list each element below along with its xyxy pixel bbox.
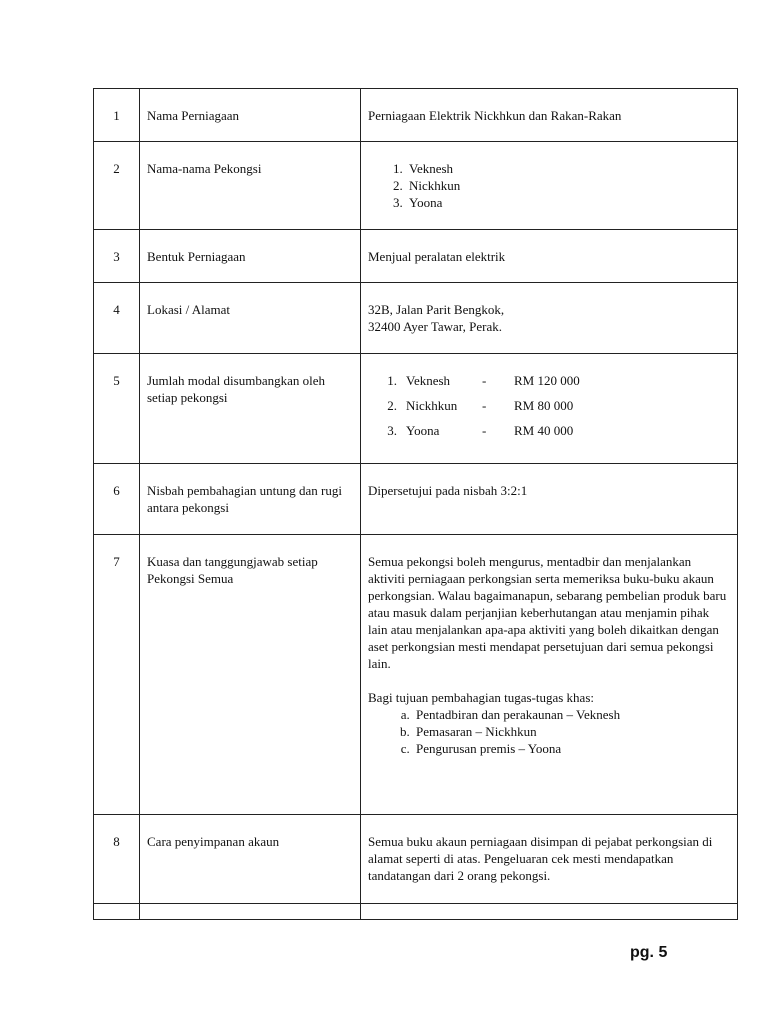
capital-item: 3. Yoona - RM 40 000 <box>387 423 574 438</box>
row-number: 4 <box>94 283 140 354</box>
table-row <box>94 89 738 142</box>
duties-intro: Bagi tujuan pembahagian tugas-tugas khas: <box>368 690 595 705</box>
row-label: Lokasi / Alamat <box>140 283 361 354</box>
row-value: Semua buku akaun perniagaan disimpan di pejabat perkongsian di alamat seperti di atas. Pengeluaran cek mesti mendapatkan tandatangan dari 2 orang pekongsi. <box>361 815 738 904</box>
address-line: 32400 Ayer Tawar, Perak. <box>368 319 502 334</box>
row-value: Perniagaan Elektrik Nickhkun dan Rakan-Rakan <box>361 89 738 142</box>
page-number: pg. 5 <box>630 944 668 961</box>
capital-list <box>361 354 738 464</box>
table-row <box>94 815 738 904</box>
list-item: c. Pengurusan premis – Yoona <box>413 740 729 757</box>
row-label: Jumlah modal disumbangkan oleh setiap pekongsi <box>140 354 361 464</box>
table-row-empty <box>94 904 738 920</box>
list-item: 3. Yoona <box>406 194 737 211</box>
partnership-agreement-table <box>93 88 738 920</box>
table-row <box>94 464 738 535</box>
row-number: 3 <box>94 230 140 283</box>
capital-item: 2. Nickhkun - RM 80 000 <box>387 398 574 413</box>
row-label: Nama Perniagaan <box>140 89 361 142</box>
address <box>361 283 738 354</box>
row-number: 6 <box>94 464 140 535</box>
row-label: Kuasa dan tanggungjawab setiap Pekongsi Semua <box>140 535 361 815</box>
table-row <box>94 535 738 815</box>
table-row <box>94 354 738 464</box>
table-row <box>94 283 738 354</box>
capital-item: 1. Veknesh - RM 120 000 <box>387 373 580 388</box>
table-row <box>94 142 738 230</box>
responsibilities-paragraph: Semua pekongsi boleh mengurus, mentadbir dan menjalankan aktiviti perniagaan perkongsian serta memeriksa buku-buku akaun perkongsian. Walau bagaimanapun, sebarang pembelian produk baru atau masuk dalam perjanjian keberhutangan atau menjamin pihak lain atau menjalankan apa-apa aktiviti yang boleh dikaitkan dengan aset perkongsian mesti mendapat persetujuan dari semua pekongsi lain. <box>368 554 727 671</box>
row-value: Dipersetujui pada nisbah 3:2:1 <box>361 464 738 535</box>
row-number: 2 <box>94 142 140 230</box>
row-number: 5 <box>94 354 140 464</box>
row-label: Nama-nama Pekongsi <box>140 142 361 230</box>
partners-list <box>361 142 738 230</box>
table-row <box>94 230 738 283</box>
row-value: Menjual peralatan elektrik <box>361 230 738 283</box>
row-label: Nisbah pembahagian untung dan rugi antara pekongsi <box>140 464 361 535</box>
row-label: Cara penyimpanan akaun <box>140 815 361 904</box>
row-number: 8 <box>94 815 140 904</box>
row-label: Bentuk Perniagaan <box>140 230 361 283</box>
row-number: 7 <box>94 535 140 815</box>
row-number: 1 <box>94 89 140 142</box>
list-item: 1. Veknesh <box>406 160 737 177</box>
list-item: a. Pentadbiran dan perakaunan – Veknesh <box>413 706 729 723</box>
list-item: b. Pemasaran – Nickhkun <box>413 723 729 740</box>
responsibilities <box>361 535 738 815</box>
list-item: 2. Nickhkun <box>406 177 737 194</box>
address-line: 32B, Jalan Parit Bengkok, <box>368 302 505 317</box>
